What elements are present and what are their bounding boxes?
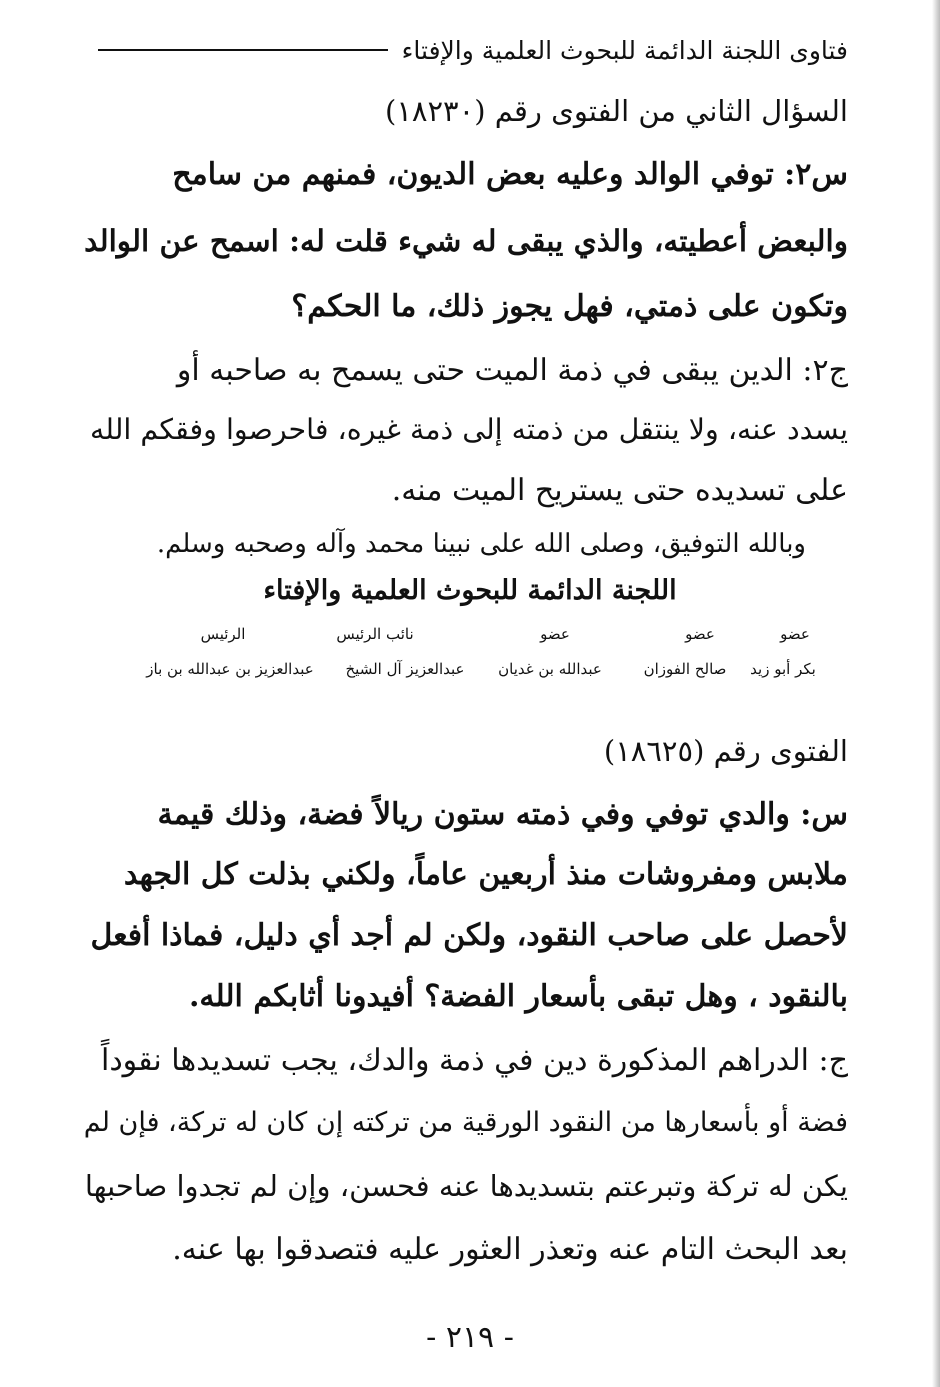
fatwa2-question-line-3: لأحصل على صاحب النقود، ولكن لم أجد أي دليل، فماذا أفعل: [90, 918, 848, 953]
fatwa1-answer-line-1: ج٢: الدين يبقى في ذمة الميت حتى يسمح به صاحبه أو: [176, 353, 848, 388]
fatwa1-closing: وبالله التوفيق، وصلى الله على نبينا محمد وآله وصحبه وسلم.: [156, 529, 806, 559]
fatwa2-question-line-1: س: والدي توفي وفي ذمته ستون ريالاً فضة، وذلك قيمة: [157, 797, 848, 832]
fatwa2-answer-line-1: ج: الدراهم المذكورة دين في ذمة والدك، يجب تسديدها نقوداً: [100, 1043, 848, 1078]
fatwa1-question-line-1: س٢: توفي الوالد وعليه بعض الديون، فمنهم من سامح: [172, 157, 848, 192]
signatory-name-4: عبدالعزيز آل الشيخ: [345, 660, 465, 678]
running-header-title: فتاوى اللجنة الدائمة للبحوث العلمية والإفتاء: [401, 35, 848, 65]
signatory-name-3: عبدالله بن غديان: [498, 660, 602, 678]
page-number: - ٢١٩ -: [426, 1320, 514, 1355]
fatwa2-answer-line-2: فضة أو بأسعارها من النقود الورقية من تركته إن كان له تركة، فإن لم: [83, 1107, 848, 1138]
fatwa1-answer-line-3: على تسديده حتى يستريح الميت منه.: [391, 473, 848, 508]
signatory-name-1: بكر أبو زيد: [750, 660, 816, 678]
signatory-name-5: عبدالعزيز بن عبدالله بن باز: [146, 660, 314, 678]
fatwa1-heading: السؤال الثاني من الفتوى رقم (١٨٢٣٠): [385, 94, 848, 128]
running-header: [98, 30, 848, 70]
signatory-role-5: الرئيس: [200, 625, 246, 643]
page-edge-shadow: [932, 0, 940, 1387]
committee-name: اللجنة الدائمة للبحوث العلمية والإفتاء: [263, 575, 677, 606]
header-rule: [98, 49, 388, 51]
signatory-name-2: صالح الفوزان: [643, 660, 727, 678]
fatwa1-answer-line-2: يسدد عنه، ولا ينتقل من ذمته إلى ذمة غيره، فاحرصوا وفقكم الله: [90, 413, 848, 446]
signatory-role-2: عضو: [685, 625, 715, 643]
fatwa2-question-line-2: ملابس ومفروشات منذ أربعين عاماً، ولكني بذلت كل الجهد: [123, 857, 848, 892]
fatwa1-question-line-3: وتكون على ذمتي، فهل يجوز ذلك، ما الحكم؟: [291, 289, 848, 324]
fatwa2-heading: الفتوى رقم (١٨٦٢٥): [603, 734, 848, 768]
signatory-role-4: نائب الرئيس: [336, 625, 414, 643]
fatwa2-answer-line-4: بعد البحث التام عنه وتعذر العثور عليه فتصدقوا بها عنه.: [172, 1232, 848, 1267]
signatory-role-3: عضو: [540, 625, 570, 643]
signatory-role-1: عضو: [780, 625, 810, 643]
fatwa2-answer-line-3: يكن له تركة وتبرعتم بتسديدها عنه فحسن، وإن لم تجدوا صاحبها: [84, 1169, 848, 1203]
fatwa1-question-line-2: والبعض أعطيته، والذي يبقى له شيء قلت له: اسمح عن الوالد: [84, 223, 848, 258]
fatwa2-question-line-4: بالنقود ، وهل تبقى بأسعار الفضة؟ أفيدونا أثابكم الله.: [188, 979, 848, 1014]
